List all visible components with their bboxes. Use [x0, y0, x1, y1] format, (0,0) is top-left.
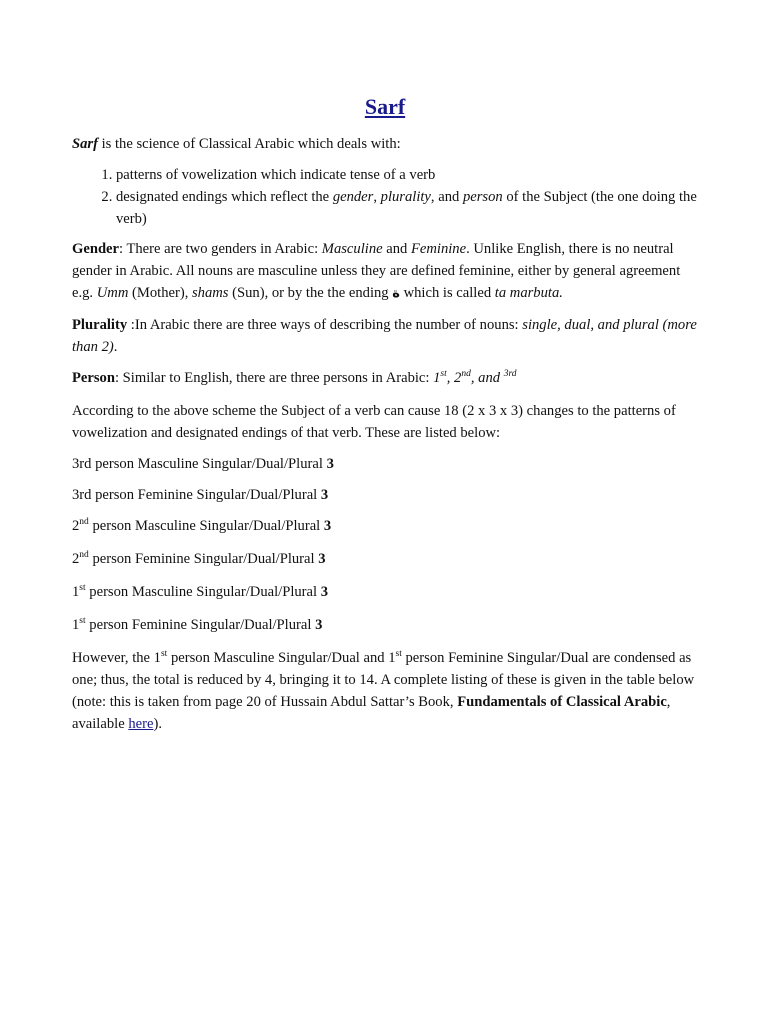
text-run: person Feminine Singular/Dual are condensed as one; thus, the total is reduced by 4, bringing it to 14. A complete listing of these is given in the table below (note: this is taken from page 20 of Hussain Abdul Sattar’s Book, [72, 650, 695, 710]
second-person: 2 [454, 370, 462, 386]
list-item-text: patterns of vowelization which indicate tense of a verb [116, 167, 436, 183]
listing-count: 3 [318, 551, 326, 567]
here-link[interactable]: here [128, 716, 154, 732]
list-item [116, 164, 698, 186]
umm-term: Umm [96, 285, 129, 301]
gender-label: Gender [72, 241, 120, 257]
person-number: 1 [72, 617, 80, 633]
text-run: (Mother), [128, 285, 192, 301]
listing-text: person Feminine Singular/Dual/Plural [85, 617, 316, 633]
text-run: : Similar to English, there are three persons in Arabic: [114, 370, 434, 386]
intro-text: is the science of Classical Arabic which deals with: [97, 136, 401, 152]
text-run: , available [72, 694, 671, 732]
plurality-term: plurality [380, 189, 431, 205]
plurality-label: Plurality [72, 317, 128, 333]
text-run: : There are two genders in Arabic: [119, 241, 322, 257]
text-run: and [382, 241, 411, 257]
listing-text: person Masculine Singular/Dual/Plural [85, 584, 321, 600]
text-run: which is called [399, 285, 495, 301]
listing-count: 3 [326, 456, 334, 472]
gender-paragraph [72, 238, 698, 305]
ordinal-suffix: st [395, 649, 402, 660]
sarf-term: Sarf [72, 136, 98, 152]
listing-text: person Masculine Singular/Dual/Plural [91, 456, 327, 472]
person-label: Person [72, 370, 115, 386]
ordinal-suffix: st [79, 583, 86, 594]
person-term: person [462, 189, 503, 205]
text-run: (Sun), or by the the ending [228, 285, 393, 301]
listing-line [72, 515, 698, 537]
text-run: :In Arabic there are three ways of describing the number of nouns: [127, 317, 523, 333]
listing-line [72, 614, 698, 636]
plurality-paragraph [72, 314, 698, 358]
text-run: person Masculine Singular/Dual and 1 [167, 650, 396, 666]
ordinal-suffix: st [79, 616, 86, 627]
listing-count: 3 [323, 518, 332, 534]
separator: , and [470, 370, 504, 386]
ordinal-suffix: nd [461, 369, 471, 380]
person-paragraph [72, 367, 698, 389]
listing-count: 3 [320, 487, 329, 503]
third-person: 3rd [503, 369, 517, 380]
person-number: 2 [72, 518, 80, 534]
page-title: Sarf [364, 94, 406, 119]
ordinal-suffix: st [440, 369, 447, 380]
ta-marbuta-term: ta marbuta. [494, 285, 563, 301]
person-number: 3rd [72, 487, 92, 503]
listing-count: 3 [320, 584, 329, 600]
text-run: ). [153, 716, 162, 732]
list-item [116, 186, 698, 230]
however-paragraph [72, 647, 698, 735]
listing-line [72, 484, 698, 506]
separator: , [446, 370, 455, 386]
listing-text: person Masculine Singular/Dual/Plural [88, 518, 324, 534]
listing-line [72, 581, 698, 603]
masculine-term: Masculine [321, 241, 383, 257]
list-item-text: of the Subject (the one doing the verb) [116, 189, 697, 227]
list-item-text: designated endings which reflect the [116, 189, 333, 205]
document-page [72, 90, 698, 744]
listing-count: 3 [315, 617, 323, 633]
book-title: Fundamentals of Classical Arabic [457, 694, 667, 710]
person-number: 3rd [72, 456, 92, 472]
ordinal-suffix: nd [79, 517, 89, 528]
listing-text: person Feminine Singular/Dual/Plural [91, 487, 321, 503]
ordinal-suffix: nd [79, 550, 89, 561]
listing-line [72, 548, 698, 570]
gender-term: gender [332, 189, 374, 205]
text-run: . Unlike English, there is no neutral gender in Arabic. All nouns are masculine unless they are defined feminine, either by general agreement e.g. [72, 241, 681, 301]
listing-line [72, 453, 698, 475]
ta-marbuta-letter: ة [392, 286, 400, 301]
ordinal-suffix: st [160, 649, 168, 660]
listing-text: person Feminine Singular/Dual/Plural [88, 551, 319, 567]
scheme-paragraph: According to the above scheme the Subject of a verb can cause 18 (2 x 3 x 3) changes to the patterns of vowelization and designated endings of that verb. These are listed below: [72, 403, 676, 441]
intro-paragraph [72, 133, 698, 155]
shams-term: shams [192, 285, 229, 301]
deals-with-list [72, 164, 698, 230]
text-run: However, the 1 [72, 650, 161, 666]
feminine-term: Feminine [410, 241, 467, 257]
person-number: 2 [72, 551, 80, 567]
number-types: single, dual, and plural (more than 2) [72, 317, 697, 355]
person-number: 1 [72, 584, 80, 600]
separator: , [373, 189, 381, 205]
separator: , and [430, 189, 463, 205]
text-run: . [113, 339, 118, 355]
first-person: 1 [433, 370, 441, 386]
